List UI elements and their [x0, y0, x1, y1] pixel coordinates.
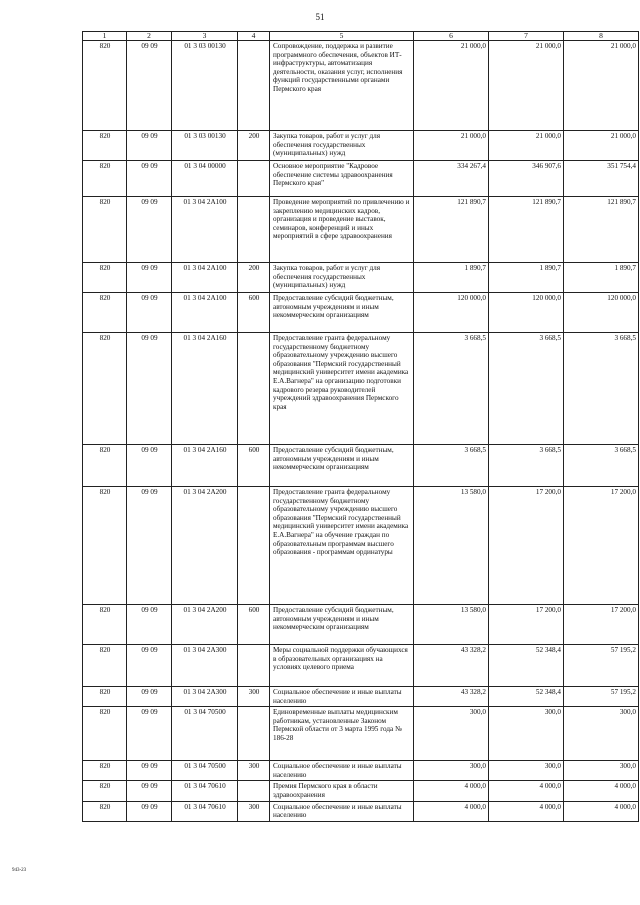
- section-cell: 09 09: [127, 487, 172, 605]
- section-cell: 09 09: [127, 263, 172, 293]
- amount-y1-cell: 4 000,0: [414, 801, 489, 821]
- code-cell: 820: [83, 445, 127, 487]
- budget-table: [82, 31, 639, 822]
- description-cell: Закупка товаров, работ и услуг для обеспечения государственных (муниципальных) нужд: [270, 131, 414, 161]
- description-cell: Предоставление субсидий бюджетным, автономным учреждениям и иным некоммерческим организациям: [270, 605, 414, 645]
- section-cell: 09 09: [127, 761, 172, 781]
- amount-y2-cell: 1 890,7: [489, 263, 564, 293]
- amount-y2-cell: 52 348,4: [489, 687, 564, 707]
- header-cell: 4: [238, 32, 270, 41]
- code-cell: 820: [83, 761, 127, 781]
- description-cell: Социальное обеспечение и иные выплаты населению: [270, 687, 414, 707]
- amount-y2-cell: 346 907,6: [489, 161, 564, 197]
- amount-y1-cell: 300,0: [414, 761, 489, 781]
- amount-y3-cell: 300,0: [564, 761, 639, 781]
- code-cell: 820: [83, 131, 127, 161]
- section-cell: 09 09: [127, 293, 172, 333]
- target-cell: 01 3 03 00130: [172, 41, 238, 131]
- amount-y3-cell: 4 000,0: [564, 781, 639, 801]
- table-row: [83, 801, 639, 821]
- header-cell: 7: [489, 32, 564, 41]
- header-cell: 6: [414, 32, 489, 41]
- expense-type-cell: [238, 161, 270, 197]
- section-cell: 09 09: [127, 687, 172, 707]
- target-cell: 01 3 04 2А200: [172, 605, 238, 645]
- expense-type-cell: [238, 645, 270, 687]
- target-cell: 01 3 04 2А160: [172, 445, 238, 487]
- target-cell: 01 3 04 2А300: [172, 645, 238, 687]
- page-number: 51: [315, 12, 325, 22]
- amount-y2-cell: 3 668,5: [489, 445, 564, 487]
- table-header-row: [83, 32, 639, 41]
- table-row: [83, 761, 639, 781]
- code-cell: 820: [83, 605, 127, 645]
- code-cell: 820: [83, 707, 127, 761]
- code-cell: 820: [83, 487, 127, 605]
- description-cell: Основное мероприятие "Кадровое обеспечение системы здравоохранения Пермского края": [270, 161, 414, 197]
- target-cell: 01 3 04 2А300: [172, 687, 238, 707]
- code-cell: 820: [83, 263, 127, 293]
- expense-type-cell: [238, 41, 270, 131]
- amount-y2-cell: 120 000,0: [489, 293, 564, 333]
- code-cell: 820: [83, 781, 127, 801]
- description-cell: Премия Пермского края в области здравоохранения: [270, 781, 414, 801]
- amount-y3-cell: 57 195,2: [564, 645, 639, 687]
- amount-y1-cell: 21 000,0: [414, 131, 489, 161]
- amount-y3-cell: 300,0: [564, 707, 639, 761]
- table-row: [83, 293, 639, 333]
- expense-type-cell: [238, 487, 270, 605]
- table-row: [83, 333, 639, 445]
- amount-y3-cell: 121 890,7: [564, 197, 639, 263]
- amount-y2-cell: 3 668,5: [489, 333, 564, 445]
- amount-y2-cell: 52 348,4: [489, 645, 564, 687]
- section-cell: 09 09: [127, 781, 172, 801]
- amount-y2-cell: 17 200,0: [489, 487, 564, 605]
- table-row: [83, 605, 639, 645]
- code-cell: 820: [83, 197, 127, 263]
- footer-code: 943-23: [12, 868, 27, 873]
- amount-y1-cell: 300,0: [414, 707, 489, 761]
- expense-type-cell: 300: [238, 761, 270, 781]
- amount-y2-cell: 21 000,0: [489, 131, 564, 161]
- amount-y2-cell: 17 200,0: [489, 605, 564, 645]
- target-cell: 01 3 04 70610: [172, 801, 238, 821]
- expense-type-cell: 300: [238, 687, 270, 707]
- code-cell: 820: [83, 41, 127, 131]
- target-cell: 01 3 04 2А100: [172, 263, 238, 293]
- table-row: [83, 263, 639, 293]
- table-row: [83, 161, 639, 197]
- amount-y3-cell: 3 668,5: [564, 445, 639, 487]
- code-cell: 820: [83, 801, 127, 821]
- amount-y1-cell: 43 328,2: [414, 687, 489, 707]
- amount-y1-cell: 4 000,0: [414, 781, 489, 801]
- target-cell: 01 3 04 70500: [172, 761, 238, 781]
- target-cell: 01 3 04 00000: [172, 161, 238, 197]
- amount-y1-cell: 21 000,0: [414, 41, 489, 131]
- expense-type-cell: 200: [238, 263, 270, 293]
- expense-type-cell: [238, 197, 270, 263]
- description-cell: Закупка товаров, работ и услуг для обеспечения государственных (муниципальных) нужд: [270, 263, 414, 293]
- amount-y1-cell: 3 668,5: [414, 333, 489, 445]
- amount-y1-cell: 334 267,4: [414, 161, 489, 197]
- expense-type-cell: 300: [238, 801, 270, 821]
- code-cell: 820: [83, 161, 127, 197]
- target-cell: 01 3 04 2А100: [172, 293, 238, 333]
- amount-y1-cell: 1 890,7: [414, 263, 489, 293]
- section-cell: 09 09: [127, 801, 172, 821]
- table-row: [83, 197, 639, 263]
- amount-y1-cell: 13 580,0: [414, 487, 489, 605]
- header-cell: 2: [127, 32, 172, 41]
- amount-y2-cell: 300,0: [489, 761, 564, 781]
- table-row: [83, 41, 639, 131]
- expense-type-cell: [238, 333, 270, 445]
- header-cell: 3: [172, 32, 238, 41]
- section-cell: 09 09: [127, 445, 172, 487]
- description-cell: Предоставление субсидий бюджетным, автономным учреждениям и иным некоммерческим организациям: [270, 293, 414, 333]
- section-cell: 09 09: [127, 645, 172, 687]
- description-cell: Меры социальной поддержки обучающихся в образовательных организациях на условиях целевого приема: [270, 645, 414, 687]
- code-cell: 820: [83, 645, 127, 687]
- table-row: [83, 707, 639, 761]
- amount-y1-cell: 3 668,5: [414, 445, 489, 487]
- amount-y2-cell: 121 890,7: [489, 197, 564, 263]
- section-cell: 09 09: [127, 333, 172, 445]
- code-cell: 820: [83, 293, 127, 333]
- target-cell: 01 3 04 70500: [172, 707, 238, 761]
- amount-y3-cell: 351 754,4: [564, 161, 639, 197]
- table-row: [83, 445, 639, 487]
- description-cell: Предоставление гранта федеральному государственному бюджетному образовательному учреждению высшего образования "Пермский государственный медицинский университет имени академика Е.А.Вагнера" на организацию подготовки кадрового резерва руководителей учреждений здравоохранения Пермского края: [270, 333, 414, 445]
- section-cell: 09 09: [127, 197, 172, 263]
- amount-y2-cell: 21 000,0: [489, 41, 564, 131]
- header-cell: 8: [564, 32, 639, 41]
- amount-y1-cell: 13 580,0: [414, 605, 489, 645]
- amount-y3-cell: 17 200,0: [564, 487, 639, 605]
- section-cell: 09 09: [127, 707, 172, 761]
- section-cell: 09 09: [127, 41, 172, 131]
- expense-type-cell: 200: [238, 131, 270, 161]
- code-cell: 820: [83, 687, 127, 707]
- expense-type-cell: [238, 781, 270, 801]
- amount-y3-cell: 4 000,0: [564, 801, 639, 821]
- description-cell: Социальное обеспечение и иные выплаты населению: [270, 801, 414, 821]
- expense-type-cell: 600: [238, 445, 270, 487]
- amount-y3-cell: 120 000,0: [564, 293, 639, 333]
- expense-type-cell: 600: [238, 605, 270, 645]
- section-cell: 09 09: [127, 605, 172, 645]
- table-row: [83, 645, 639, 687]
- section-cell: 09 09: [127, 131, 172, 161]
- amount-y3-cell: 57 195,2: [564, 687, 639, 707]
- description-cell: Предоставление субсидий бюджетным, автономным учреждениям и иным некоммерческим организациям: [270, 445, 414, 487]
- header-cell: 5: [270, 32, 414, 41]
- header-cell: 1: [83, 32, 127, 41]
- amount-y3-cell: 3 668,5: [564, 333, 639, 445]
- table-row: [83, 687, 639, 707]
- amount-y2-cell: 4 000,0: [489, 781, 564, 801]
- table-row: [83, 131, 639, 161]
- description-cell: Проведение мероприятий по привлечению и закреплению медицинских кадров, организация и проведение выставок, семинаров, конференций и иных мероприятий в сфере здравоохранения: [270, 197, 414, 263]
- target-cell: 01 3 04 2А160: [172, 333, 238, 445]
- amount-y2-cell: 300,0: [489, 707, 564, 761]
- target-cell: 01 3 04 2А200: [172, 487, 238, 605]
- section-cell: 09 09: [127, 161, 172, 197]
- expense-type-cell: [238, 707, 270, 761]
- amount-y3-cell: 1 890,7: [564, 263, 639, 293]
- description-cell: Сопровождение, поддержка и развитие программного обеспечения, объектов ИТ-инфраструктуры, автоматизация деятельности, оказания услуг, исполнения функций государственными органами Пермского края: [270, 41, 414, 131]
- amount-y1-cell: 121 890,7: [414, 197, 489, 263]
- amount-y3-cell: 17 200,0: [564, 605, 639, 645]
- amount-y3-cell: 21 000,0: [564, 41, 639, 131]
- expense-type-cell: 600: [238, 293, 270, 333]
- description-cell: Единовременные выплаты медицинским работникам, установленные Законом Пермской области от 3 марта 1995 года № 186-28: [270, 707, 414, 761]
- description-cell: Социальное обеспечение и иные выплаты населению: [270, 761, 414, 781]
- code-cell: 820: [83, 333, 127, 445]
- description-cell: Предоставление гранта федеральному государственному бюджетному образовательному учреждению высшего образования "Пермский государственный медицинский университет имени академика Е.А.Вагнера" на обучение граждан по образовательным программам высшего образования - программам ординатуры: [270, 487, 414, 605]
- amount-y2-cell: 4 000,0: [489, 801, 564, 821]
- amount-y3-cell: 21 000,0: [564, 131, 639, 161]
- table-row: [83, 781, 639, 801]
- target-cell: 01 3 04 70610: [172, 781, 238, 801]
- table-row: [83, 487, 639, 605]
- target-cell: 01 3 04 2А100: [172, 197, 238, 263]
- amount-y1-cell: 120 000,0: [414, 293, 489, 333]
- amount-y1-cell: 43 328,2: [414, 645, 489, 687]
- target-cell: 01 3 03 00130: [172, 131, 238, 161]
